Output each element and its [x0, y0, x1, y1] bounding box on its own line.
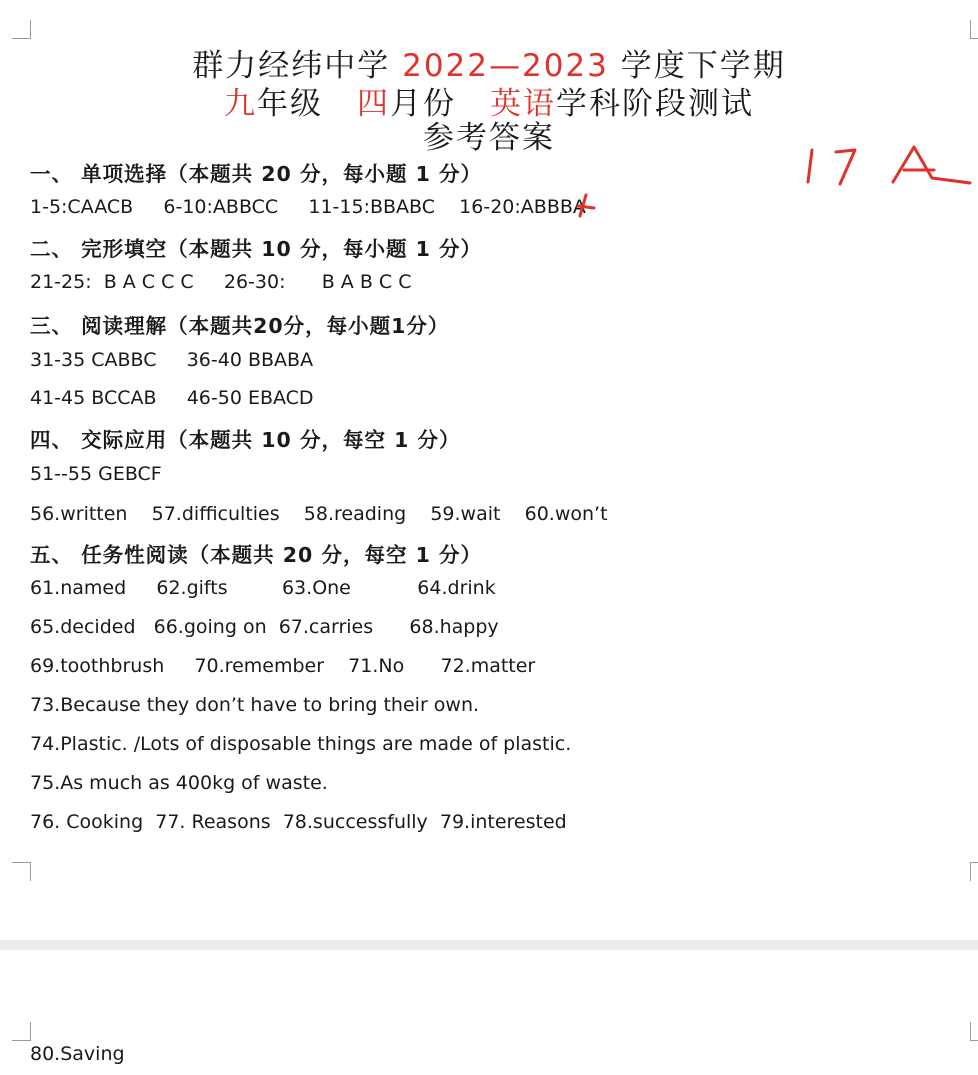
section-5-answers-row-7: 76. Cooking 77. Reasons 78.successfully 79.interested [30, 811, 567, 833]
title-years: 2022—2023 [402, 48, 609, 84]
section-5-answers-row-4: 73.Because they don’t have to bring their own. [30, 694, 480, 716]
section-3-answers-row-1: 31-35 CABBC 36-40 BBABA [30, 349, 314, 371]
title-subject: 英语 [490, 86, 556, 122]
section-2-heading: 二、 完形填空（本题共 10 分，每小题 1 分） [30, 237, 482, 261]
handwritten-stroke-a [893, 147, 970, 183]
section-4-answers-row-2: 56.written 57.difficulties 58.reading 59.wait 60.won’t [30, 503, 608, 525]
section-2-answers: 21-25: B A C C C 26-30: B A B C C [30, 271, 412, 293]
section-4-heading: 四、 交际应用（本题共 10 分，每空 1 分） [30, 428, 461, 452]
section-3-heading: 三、 阅读理解（本题共20分，每小题1分） [30, 314, 450, 338]
answer-80: 80.Saving [30, 1043, 125, 1065]
title-grade: 九 [224, 86, 257, 122]
section-5-answers-row-5: 74.Plastic. /Lots of disposable things are made of plastic. [30, 733, 572, 755]
title-line-3: 参考答案 [423, 120, 555, 156]
title-line-1: 群力经纬中学 2022—2023 学度下学期 [192, 48, 786, 84]
title-line-2: 九年级 四月份 英语学科阶段测试 [224, 86, 754, 122]
section-5-answers-row-2: 65.decided 66.going on 67.carries 68.happy [30, 616, 499, 638]
section-3-answers-row-2: 41-45 BCCAB 46-50 EBACD [30, 387, 314, 409]
handwritten-annotation [0, 0, 978, 260]
page-two [0, 950, 978, 1075]
section-1-heading: 一、 单项选择（本题共 20 分，每小题 1 分） [30, 162, 482, 186]
section-5-answers-row-6: 75.As much as 400kg of waste. [30, 772, 328, 794]
corner-mark-bottom-left [12, 862, 31, 881]
handwritten-stroke-1 [808, 150, 812, 182]
page-gap [0, 940, 978, 950]
section-4-answers-row-1: 51--55 GEBCF [30, 463, 162, 485]
corner-mark-top-right-page-2 [970, 1022, 978, 1041]
section-1-answers: 1-5:CAACB 6-10:ABBCC 11-15:BBABC 16-20:ABBBA [30, 196, 586, 218]
section-5-answers-row-3: 69.toothbrush 70.remember 71.No 72.matter [30, 655, 536, 677]
section-5-answers-row-1: 61.named 62.gifts 63.One 64.drink [30, 577, 496, 599]
handwritten-mark-answer-11 [578, 195, 594, 216]
corner-mark-top-left-page-2 [12, 1022, 31, 1041]
section-5-heading: 五、 任务性阅读（本题共 20 分，每空 1 分） [30, 543, 482, 567]
corner-mark-bottom-right [970, 862, 978, 881]
title-month: 四 [357, 86, 390, 122]
handwritten-stroke-7 [836, 150, 855, 184]
